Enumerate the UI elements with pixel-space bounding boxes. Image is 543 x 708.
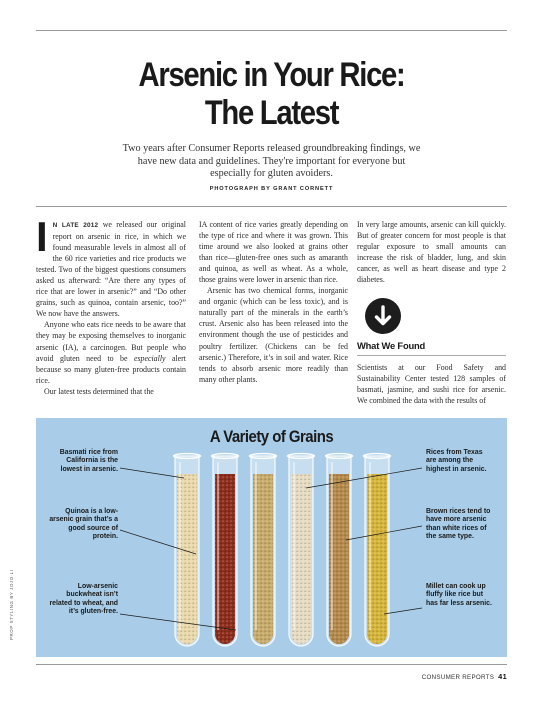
paragraph: Our latest tests determined that the	[44, 386, 154, 396]
glass-highlight	[369, 462, 371, 630]
callout-buckwheat: Low-arsenic buckwheat isn’t related to wheat, and it’s gluten-free.	[49, 583, 118, 615]
publication-name: CONSUMER REPORTS	[421, 674, 495, 681]
callout-leader-line	[306, 468, 422, 488]
paragraph-text: alert because so many gluten-free products contain rice.	[36, 353, 186, 385]
dek: Two years after Consumer Reports released groundbreaking findings, we have new data and guidelines. They're important for everyone but especially for gluten avoiders.	[122, 143, 421, 180]
glass-highlight	[331, 462, 333, 630]
paragraph	[36, 319, 186, 385]
paragraph: Scientists at our Food Safety and Sustainability Center tested 128 samples of basmati, jasmine, and sushi rice for arsenic. We combined the data with the results of	[357, 363, 506, 406]
graphic-title: A Variety of Grains	[209, 427, 334, 446]
drop-cap: I	[36, 213, 48, 260]
photo-credit: PHOTOGRAPH BY GRANT CORNETT	[209, 186, 334, 192]
lead-in: N LATE 2012	[52, 222, 99, 229]
callout-leader-line	[384, 608, 422, 614]
paragraph-text: Anyone who eats rice needs to be aware that they may be exposing themselves to inorganic arsenic (IA), a carcinogen. But people who avoid gluten need to be	[36, 320, 186, 363]
paragraph: Arsenic has two chemical forms, inorganic and organic (which can be less toxic), and is naturally part of the minerals in the earth’s crust. Arsenic also has been released into the environment though the use of pesticides and poultry fertilizer. (Chickens can be fed arsenic.) Therefore, it’s in soil and water. Rice tends to absorb arsenic more readily than many other plants.	[199, 286, 348, 384]
headline	[38, 56, 505, 132]
divider-rule	[36, 206, 507, 207]
callout-brown-rice: Brown rices tend to have more arsenic than white rices of the same type.	[426, 508, 491, 540]
callout-basmati: Basmati rice from California is the lowest in arsenic.	[59, 449, 118, 473]
headline-line-1: Arsenic in Your Rice:	[138, 56, 405, 94]
glass-highlight	[217, 462, 219, 630]
footer-rule	[36, 664, 507, 665]
glass-highlight	[255, 462, 257, 630]
page-number: 41	[498, 672, 507, 681]
paragraph-text: we released our original report on arsenic in rice, in which we found measurable levels in almost all of the 60 rice varieties and rice products we tested. Two of the biggest questions consumers asked us afterward: “Are there any types of rice that are lower in arsenic?” and “Do other grains, such as quinoa, contain arsenic, too?” We now have the answers.	[36, 220, 186, 319]
emphasis-text: especially	[133, 353, 166, 363]
glass-highlight	[179, 462, 181, 630]
headline-line-2: The Latest	[204, 94, 339, 132]
callout-millet: Millet can cook up fluffy like rice but has far less arsenic.	[426, 583, 492, 607]
paragraph	[36, 213, 186, 319]
glass-highlight	[293, 462, 295, 630]
paragraph: In very large amounts, arsenic can kill quickly. But of greater concern for most people is that regular exposure to small amounts can increase the risk of bladder, lung, and skin cancer, as well as heart disease and type 2 diabetes.	[357, 220, 506, 285]
page-footer	[422, 672, 507, 681]
top-rule	[36, 30, 507, 31]
subhead-rule	[357, 355, 506, 356]
arrow-down-icon	[365, 298, 401, 334]
grains-graphic	[36, 418, 507, 657]
body-column-3	[357, 219, 506, 285]
prop-styling-credit: PROP STYLING BY JOJO LI	[9, 569, 14, 640]
body-column-1	[36, 213, 186, 397]
body-column-2	[199, 219, 348, 385]
callout-quinoa: Quinoa is a low-arsenic grain that’s a good source of protein.	[49, 508, 118, 540]
callout-texas-rice: Rices from Texas are among the highest in arsenic.	[426, 449, 487, 473]
subhead-what-we-found: What We Found	[357, 340, 426, 351]
paragraph: IA content of rice varies greatly depending on the type of rice and where it was grown. This time around we also looked at grains other than rice—gluten-free ones such as amaranth and quinoa, as well as wheat. As a whole, those grains were lower in arsenic than rice.	[199, 220, 348, 285]
